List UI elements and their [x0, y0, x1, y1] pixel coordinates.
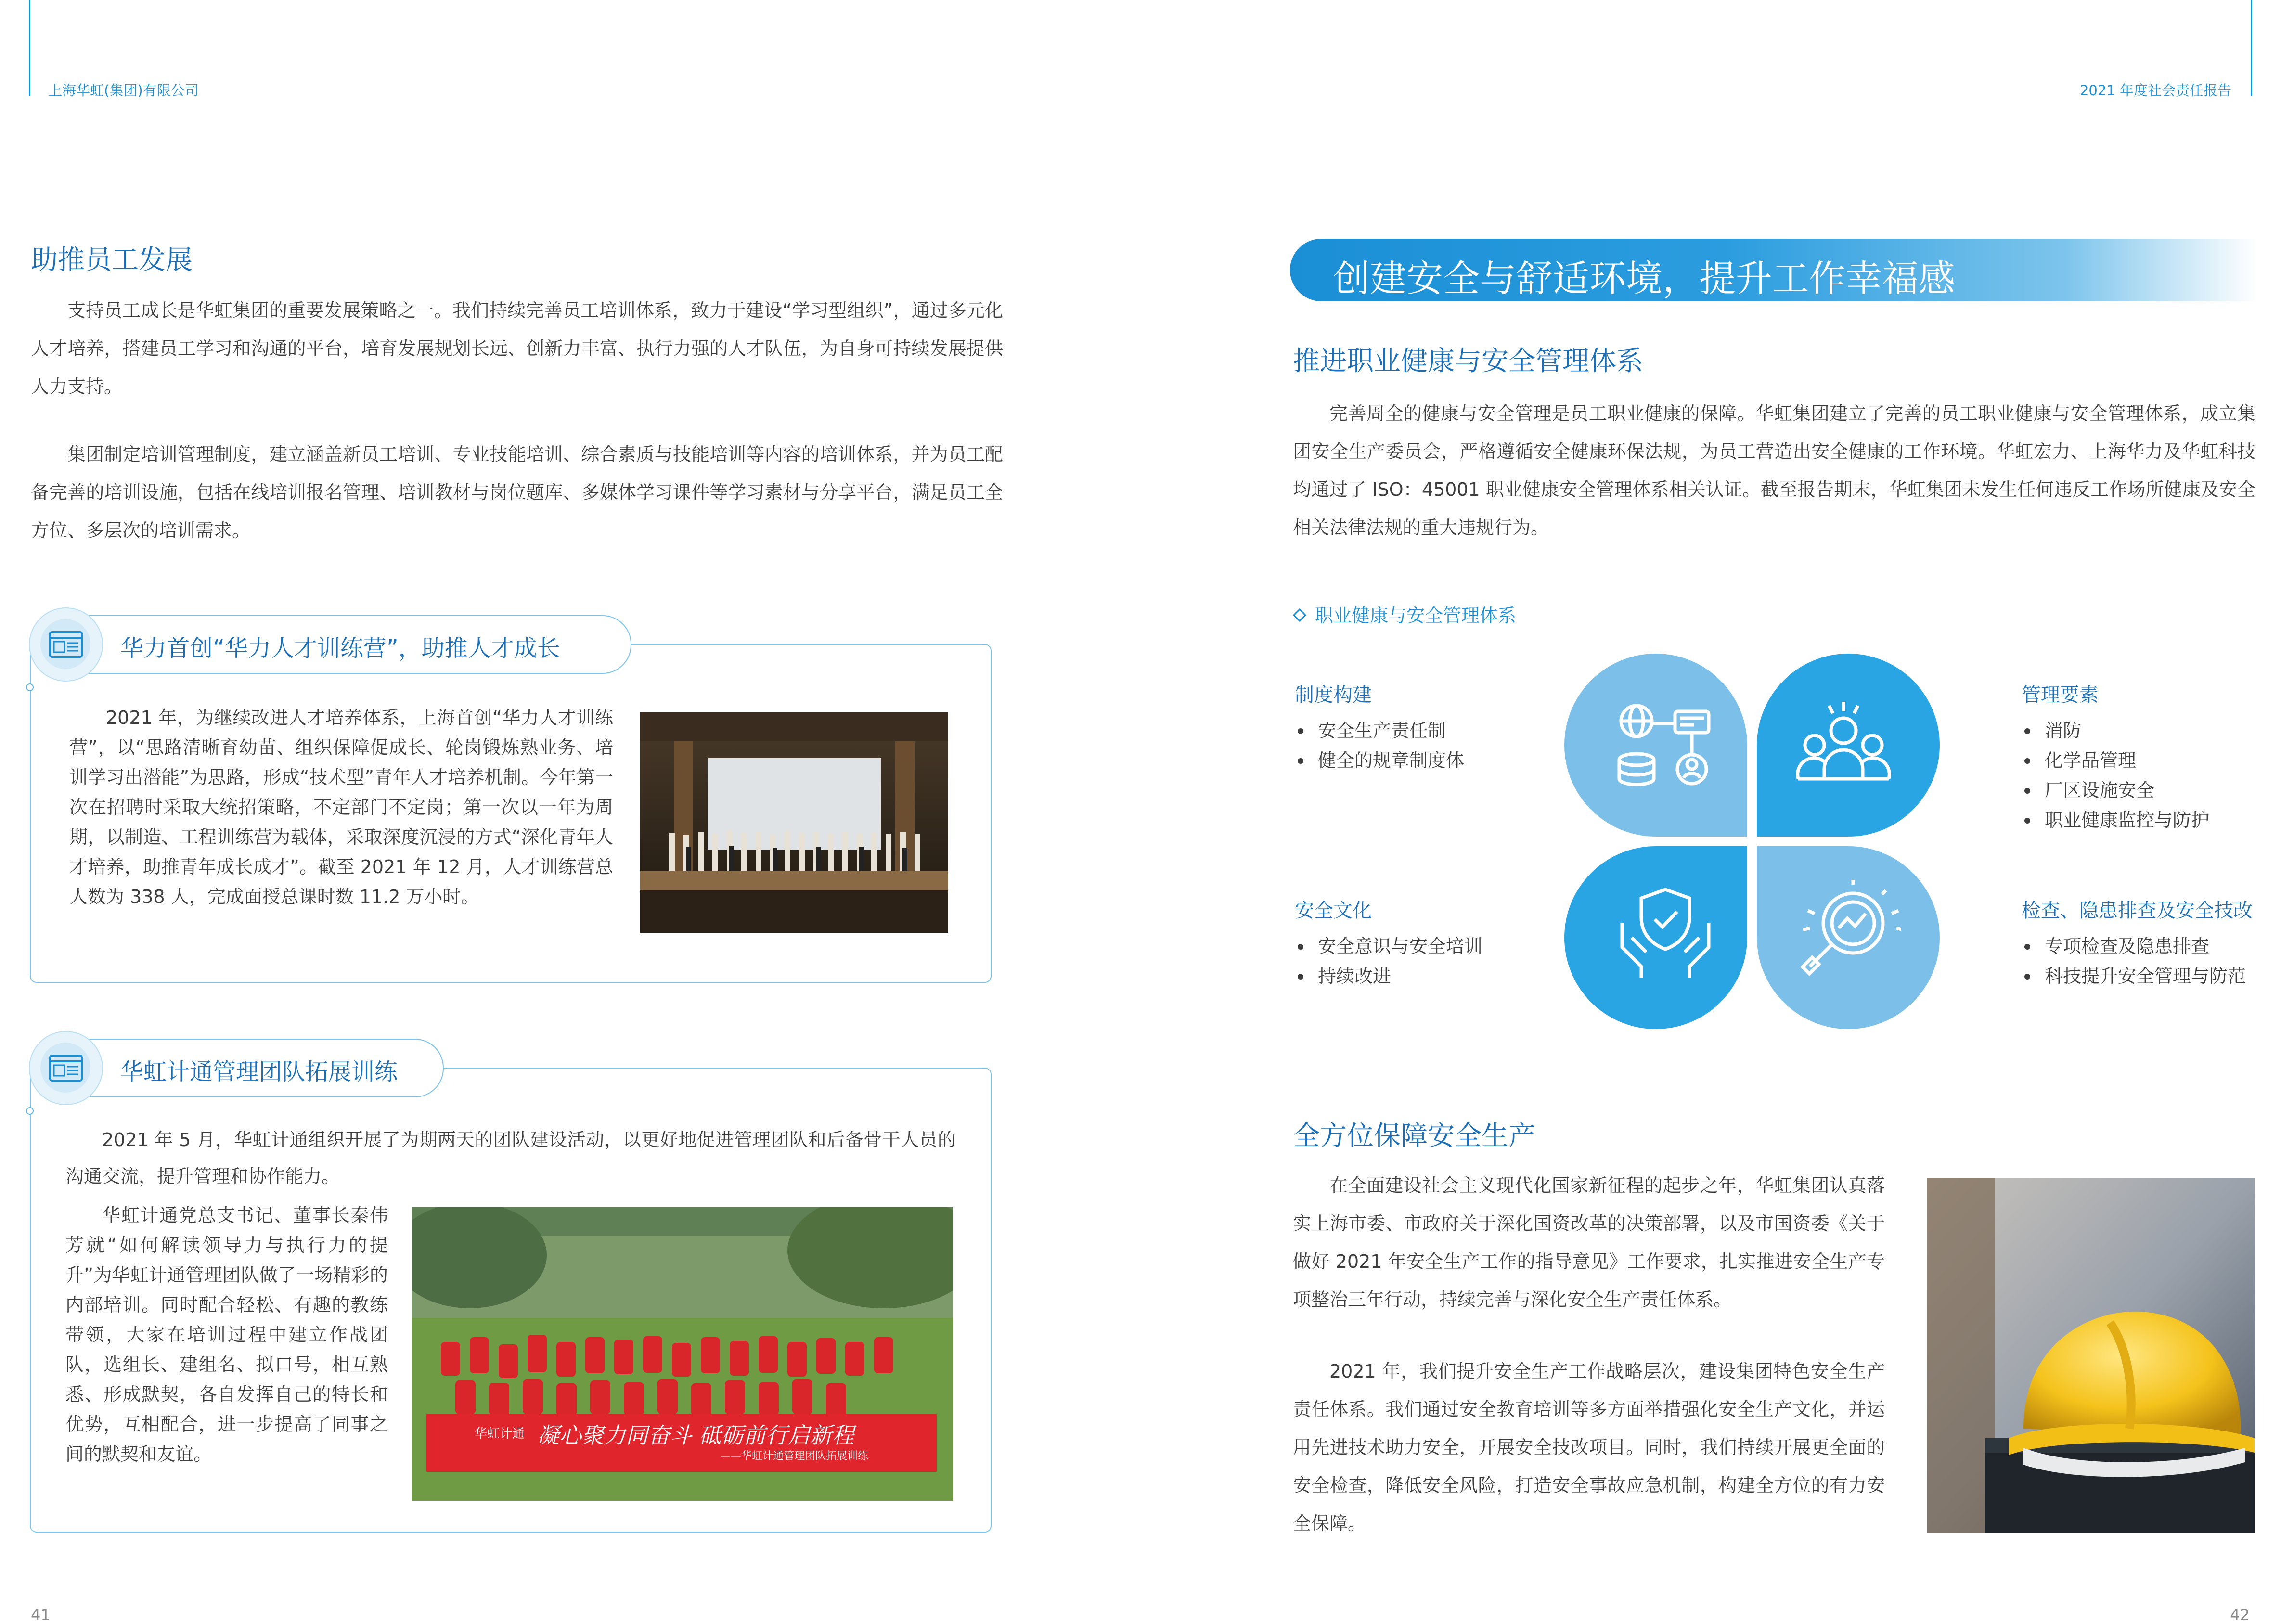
left-paragraph-2: 集团制定培训管理制度，建立涵盖新员工培训、专业技能培训、综合素质与技能培训等内容的培训体系，并为员工配备完善的培训设施，包括在线培训报名管理、培训教材与岗位题库、多媒体学习课件等学习素材与分享平台，满足员工全方位、多层次的培训需求。: [31, 444, 1003, 541]
quadrant-item: 专项检查及隐患排查: [2022, 931, 2253, 961]
team-banner-subtext: ——华虹计通管理团队拓展训练: [720, 1450, 869, 1462]
banner-title: 创建安全与舒适环境，提升工作幸福感: [1333, 257, 1955, 300]
case-text-jitong-2: [65, 1200, 388, 1469]
petal-institution: [1564, 654, 1747, 837]
browser-window-icon: [49, 631, 83, 658]
safe-production-paragraph-2: 2021 年，我们提升安全生产工作战略层次，建设集团特色安全生产责任体系。我们通过安全教育培训等多方面举措强化安全生产文化，并运用先进技术助力安全，开展安全技改项目。同时，我们持续开展更全面的安全检查，降低安全风险，打造安全事故应急机制，构建全方位的有力安全保障。: [1293, 1361, 1885, 1534]
quadrant-management: [2022, 680, 2209, 835]
database-network-icon: [1612, 697, 1718, 803]
quadrant-item: 安全意识与安全培训: [1295, 931, 1482, 961]
team-people-icon: [1791, 697, 1896, 803]
quadrant-item: 消防: [2022, 716, 2209, 746]
quadrant-item: 职业健康监控与防护: [2022, 805, 2209, 835]
quadrant-item: 安全生产责任制: [1295, 716, 1464, 746]
case-box-dot-huali: [26, 683, 34, 691]
team-banner-text: 凝心聚力同奋斗 砥砺前行启新程: [537, 1422, 854, 1448]
case-title-huali: 华力首创“华力人才训练营”，助推人才成长: [120, 635, 560, 662]
petal-management: [1757, 654, 1940, 837]
diamond-bullet-icon: [1293, 608, 1306, 621]
photo-training-camp-stage: [640, 712, 948, 933]
section-title-employee-development: 助推员工发展: [31, 245, 193, 276]
team-banner-logo: 华虹计通: [475, 1427, 525, 1441]
case-icon-jitong: [29, 1031, 103, 1105]
subsection-title-safe-production: 全方位保障安全生产: [1293, 1121, 1535, 1152]
header-right-rule: [2251, 0, 2252, 96]
quadrant-institution: [1295, 680, 1464, 775]
photo-safety-helmet: [1927, 1178, 2255, 1533]
petal-inspection: [1757, 846, 1940, 1029]
case-icon-huali: [29, 607, 103, 682]
photo-team-building: [412, 1207, 953, 1501]
gear-magnifier-icon: [1795, 880, 1901, 986]
quadrant-item: 科技提升安全管理与防范: [2022, 961, 2253, 991]
left-intro: [31, 292, 1003, 550]
header-company: 上海华虹(集团)有限公司: [48, 82, 199, 99]
safe-production-paragraph-1: 在全面建设社会主义现代化国家新征程的起步之年，华虹集团认真落实上海市委、市政府关于深化国资改革的决策部署，以及市国资委《关于做好 2021 年安全生产工作的指导意见》工作要求，扎实推进安全生产专项整治三年行动，持续完善与深化安全生产责任体系。: [1293, 1175, 1885, 1310]
section-banner-safety: [1290, 239, 2257, 301]
subsection-title-ohs: 推进职业健康与安全管理体系: [1293, 346, 1643, 377]
ohs-paragraph: 完善周全的健康与安全管理是员工职业健康的保障。华虹集团建立了完善的员工职业健康与安全管理体系，成立集团安全生产委员会，严格遵循安全健康环保法规，为员工营造出安全健康的工作环境。华虹宏力、上海华力及华虹科技均通过了 ISO：45001 职业健康安全管理体系相关认证。截至报告期末，华虹集团未发生任何违反工作场所健康及安全相关法律法规的重大违规行为。: [1293, 403, 2255, 538]
page-number-right: 42: [2230, 1606, 2250, 1624]
quadrant-inspection: [2022, 895, 2253, 991]
case-paragraph-jitong-1: 2021 年 5 月，华虹计通组织开展了为期两天的团队建设活动，以更好地促进管理团队和后备骨干人员的沟通交流，提升管理和协作能力。: [65, 1129, 956, 1187]
browser-window-icon: [49, 1055, 83, 1082]
diagram-label-text: 职业健康与安全管理体系: [1315, 605, 1517, 626]
diagram-label: [1295, 601, 1516, 627]
case-box-dot-jitong: [26, 1107, 34, 1115]
header-report-title: 2021 年度社会责任报告: [2079, 82, 2231, 99]
case-title-jitong: 华虹计通管理团队拓展训练: [120, 1058, 398, 1085]
quadrant-item: 持续改进: [1295, 961, 1482, 991]
case-text-jitong-1: [65, 1121, 956, 1195]
quadrant-title: 管理要素: [2022, 684, 2099, 706]
case-paragraph-jitong-2: 华虹计通党总支书记、董事长秦伟芳就“如何解读领导力与执行力的提升”为华虹计通管理团队做了一场精彩的内部培训。同时配合轻松、有趣的教练带领，大家在培训过程中建立作战团队，选组长、建组名、拟口号，相互熟悉、形成默契，各自发挥自己的特长和优势，互相配合，进一步提高了同事之间的默契和友谊。: [65, 1205, 388, 1465]
quadrant-title: 安全文化: [1295, 900, 1372, 922]
quadrant-title: 检查、隐患排查及安全技改: [2022, 900, 2253, 922]
petal-culture: [1564, 846, 1747, 1029]
quadrant-item: 健全的规章制度体: [1295, 746, 1464, 775]
quadrant-culture: [1295, 895, 1482, 991]
header-left-rule: [29, 0, 30, 96]
quadrant-title: 制度构建: [1295, 684, 1372, 706]
case-text-huali: [69, 703, 613, 912]
case-paragraph-huali: 2021 年，为继续改进人才培养体系，上海首创“华力人才训练营”，以“思路清晰育幼苗、组织保障促成长、轮岗锻炼熟业务、培训学习出潜能”为思路，形成“技术型”青年人才培养机制。今年第一次在招聘时采取大统招策略，不定部门不定岗；第一次以一年为周期，以制造、工程训练营为载体，采取深度沉浸的方式“深化青年人才培养，助推青年成长成才”。截至 2021 年 12 月，人才训练营总人数为 338 人，完成面授总课时数 11.2 万小时。: [69, 707, 613, 907]
shield-hands-icon: [1612, 880, 1718, 986]
quadrant-item: 化学品管理: [2022, 746, 2209, 775]
safe-production-text: [1293, 1167, 1885, 1543]
page-number-left: 41: [31, 1606, 51, 1624]
left-paragraph-1: 支持员工成长是华虹集团的重要发展策略之一。我们持续完善员工培训体系，致力于建设“学习型组织”，通过多元化人才培养，搭建员工学习和沟通的平台，培育发展规划长远、创新力丰富、执行力强的人才队伍，为自身可持续发展提供人力支持。: [31, 300, 1003, 397]
ohs-paragraph-wrap: [1293, 395, 2255, 547]
quadrant-item: 厂区设施安全: [2022, 775, 2209, 805]
